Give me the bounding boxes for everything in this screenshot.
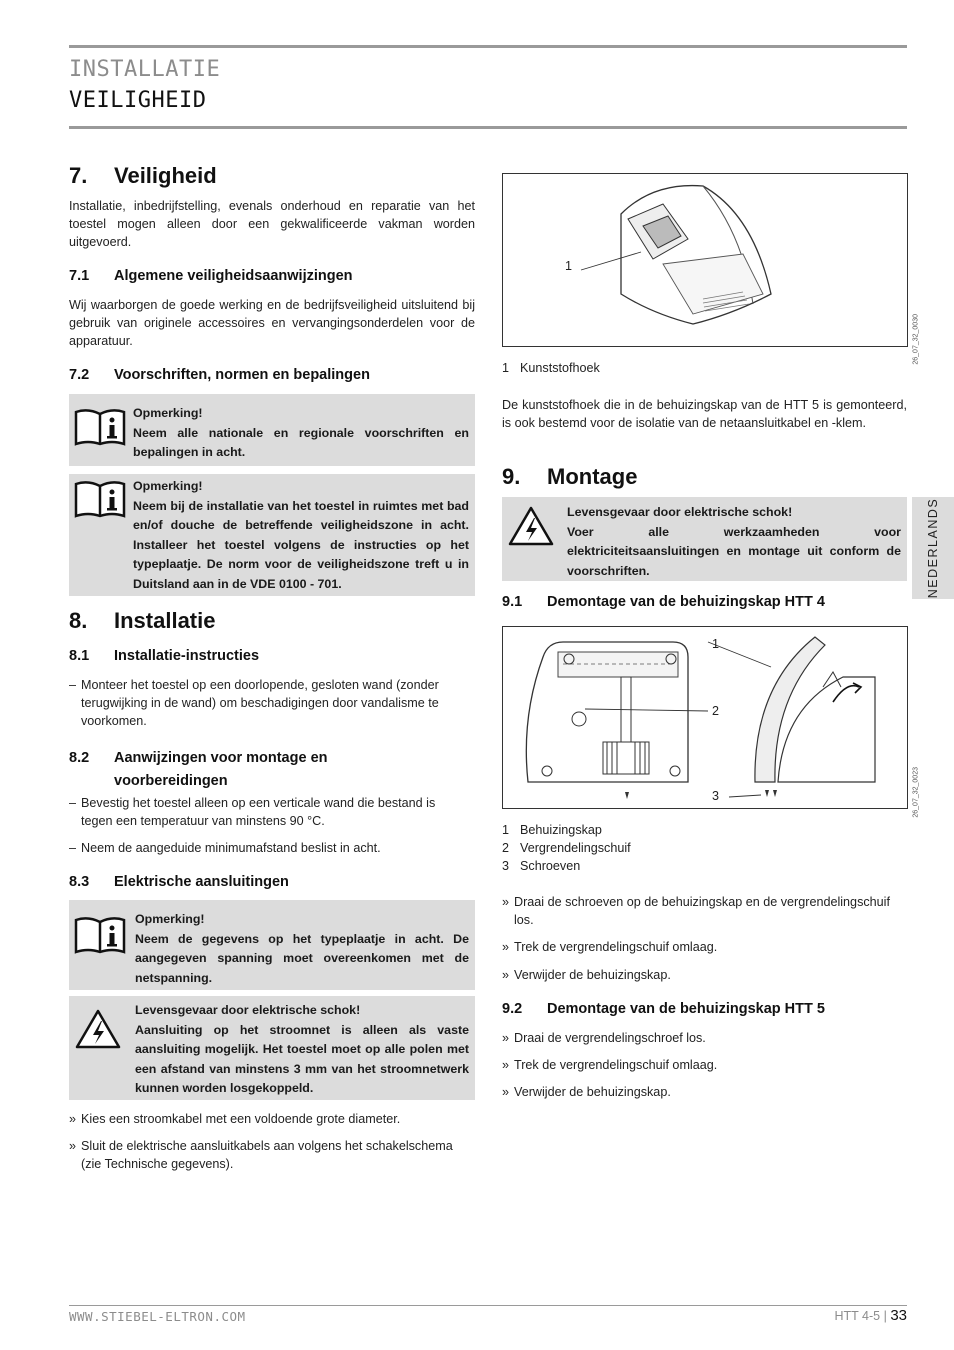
list-item [502, 938, 907, 956]
list-marker: » [502, 1031, 510, 1045]
legend-text: Kunststofhoek [520, 361, 600, 375]
heading-number: 8.2 [69, 750, 90, 766]
housing-disassembly-drawing [503, 627, 907, 808]
note-box-bathroom [69, 474, 475, 596]
paragraph-plastic-corner: De kunststofhoek die in de behuizingskap van de HTT 5 is gemonteerd, is ook bestemd voor de isolatie van de netaansluitkabel en -klem. [502, 398, 907, 430]
figure-code: 26_07_32_0030 [913, 314, 920, 365]
list-item [69, 1110, 475, 1128]
heading-section-8-3 [69, 874, 289, 890]
list-item [502, 1029, 907, 1047]
legend-text: Behuizingskap [520, 823, 602, 837]
language-tab-label: NEDERLANDS [926, 497, 940, 599]
warning-heading: Levensgevaar door elektrische schok! [567, 505, 793, 519]
heading-text: Demontage van de behuizingskap HTT 5 [547, 1001, 825, 1017]
heading-section-7-2 [69, 367, 370, 383]
list-item [502, 1083, 907, 1101]
heading-number: 9.2 [502, 1001, 523, 1017]
legend-number: 2 [502, 841, 510, 855]
footer-model: HTT 4-5 [834, 1309, 881, 1323]
heading-number: 9. [502, 464, 521, 489]
list-text: Bevestig het toestel alleen op een verticale wand die bestand is tegen een temperatuur van minstens 90 °C. [81, 796, 436, 828]
figure-plastic-corner [502, 173, 920, 365]
list-text: Draai de schroeven op de behuizingskap en de vergrendelingschuif los. [514, 895, 890, 927]
note-text: Neem bij de installatie van het toestel in ruimtes met bad en/of douche de betreffende veiligheidszone in acht. Installeer het toestel volgens de instructies op het typeplaatje. De norm voor de veiligheidszone treft u in Duitsland aan in de VDE 0100 - 701. [133, 498, 469, 591]
heading-number: 7.1 [69, 268, 90, 284]
list-marker: » [69, 1112, 77, 1126]
list-marker: » [502, 1085, 510, 1099]
list-marker: » [502, 895, 510, 909]
list-text: Verwijder de behuizingskap. [514, 1085, 671, 1099]
figure-code: 26_07_32_0023 [913, 767, 920, 818]
legend-number: 1 [502, 823, 510, 837]
heading-text: Algemene veiligheidsaanwijzingen [114, 268, 353, 284]
footer-rule [69, 1305, 907, 1306]
manual-info-icon [74, 916, 126, 959]
heading-text: Voorschriften, normen en bepalingen [114, 367, 370, 383]
figure-legend [502, 821, 631, 875]
figure-housing-cover [502, 626, 920, 818]
heading-section-8 [69, 608, 215, 634]
header-rule-top [69, 45, 907, 48]
figure-callout: 1 [712, 637, 720, 651]
list-text: Neem de aangeduide minimumafstand beslist in acht. [81, 841, 381, 855]
list-text: Kies een stroomkabel met een voldoende grote diameter. [81, 1112, 401, 1126]
list-item [69, 1137, 475, 1173]
paragraph-safety: Installatie, inbedrijfstelling, evenals onderhoud en reparatie van het toestel mogen alleen door een gekwalificeerde vakman worden uitgevoerd. [69, 199, 475, 249]
heading-text: Elektrische aansluitingen [114, 874, 289, 890]
heading-text: Veiligheid [114, 163, 217, 188]
legend-number: 1 [502, 361, 510, 375]
list-marker: » [502, 940, 510, 954]
list-text: Monteer het toestel op een doorlopende, gesloten wand (zonder terugwijking in de wand) om beschadigingen door vandalisme te voorkomen. [81, 678, 439, 728]
warning-text: Aansluiting op het stroomnet is alleen als vaste aansluiting mogelijk. Het toestel moet op alle polen met een afstand van minstens 3 mm van het stroomnetwerk kunnen worden losgekoppeld. [135, 1022, 469, 1095]
footer-separator: | [883, 1309, 887, 1323]
heading-number: 7.2 [69, 367, 90, 383]
electric-shock-warning-icon [75, 1008, 121, 1055]
note-box-regulations [69, 394, 475, 466]
note-heading: Opmerking! [135, 912, 205, 926]
heading-section-8-1 [69, 648, 259, 664]
note-heading: Opmerking! [133, 406, 203, 420]
heading-number: 8.3 [69, 874, 90, 890]
heading-section-8-2 [69, 747, 328, 793]
electric-shock-warning-icon [508, 505, 554, 552]
heading-section-9-1 [502, 594, 825, 610]
list-item [69, 676, 469, 730]
language-tab [912, 497, 954, 599]
manual-info-icon [74, 480, 126, 523]
list-marker: – [69, 796, 77, 810]
figure-callout: 1 [565, 259, 573, 273]
figure-callout: 3 [712, 789, 720, 803]
heading-text: Demontage van de behuizingskap HTT 4 [547, 594, 825, 610]
heading-text: voorbereidingen [114, 773, 228, 789]
list-text: Trek de vergrendelingschuif omlaag. [514, 1058, 718, 1072]
list-text: Verwijder de behuizingskap. [514, 968, 671, 982]
footer-page-info [834, 1307, 907, 1324]
list-marker: – [69, 678, 77, 692]
warning-box-montage [502, 497, 907, 581]
header-rule-bottom [69, 126, 907, 129]
note-box-typeplate [69, 900, 475, 990]
legend-text: Schroeven [520, 859, 581, 873]
heading-number: 8. [69, 608, 88, 633]
note-text: Neem de gegevens op het typeplaatje in acht. De aangegeven spanning moet overeenkomen met de netspanning. [135, 931, 469, 985]
list-item [502, 966, 907, 984]
legend-text: Vergrendelingschuif [520, 841, 631, 855]
warning-box-electric [69, 996, 475, 1100]
page-number: 33 [890, 1307, 907, 1324]
list-marker: » [502, 968, 510, 982]
heading-number: 7. [69, 163, 88, 188]
list-text: Trek de vergrendelingschuif omlaag. [514, 940, 718, 954]
heading-text: Montage [547, 464, 638, 489]
list-item [502, 893, 907, 929]
section-title: VEILIGHEID [69, 88, 207, 113]
heading-text: Aanwijzingen voor montage en [114, 750, 328, 766]
note-text: Neem alle nationale en regionale voorschriften en bepalingen in acht. [133, 425, 469, 459]
heading-number: 8.1 [69, 648, 90, 664]
heading-section-9 [502, 464, 637, 490]
list-marker: » [69, 1139, 77, 1153]
list-item [69, 794, 469, 830]
heading-section-9-2 [502, 1001, 825, 1017]
list-item [69, 839, 469, 857]
heading-text: Installatie [114, 608, 216, 633]
warning-heading: Levensgevaar door elektrische schok! [135, 1003, 361, 1017]
list-marker: – [69, 841, 77, 855]
device-corner-drawing [503, 174, 907, 346]
chapter-title: INSTALLATIE [69, 57, 221, 82]
list-item [502, 1056, 907, 1074]
figure-legend [502, 359, 600, 377]
heading-section-7 [69, 163, 217, 189]
paragraph-general-safety: Wij waarborgen de goede werking en de bedrijfsveiligheid uitsluitend bij gebruik van originele accessoires en vervangingsonderdelen voor de apparatuur. [69, 298, 475, 348]
heading-section-7-1 [69, 268, 353, 284]
footer-url: WWW.STIEBEL-ELTRON.COM [69, 1309, 246, 1324]
note-heading: Opmerking! [133, 479, 203, 493]
list-text: Sluit de elektrische aansluitkabels aan volgens het schakelschema (zie Technische gegevens). [81, 1139, 453, 1171]
heading-text: Installatie-instructies [114, 648, 260, 664]
list-marker: » [502, 1058, 510, 1072]
legend-number: 3 [502, 859, 510, 873]
manual-info-icon [74, 408, 126, 451]
list-text: Draai de vergrendelingschroef los. [514, 1031, 706, 1045]
warning-text: Voer alle werkzaamheden voor elektriciteitsaansluitingen en montage uit conform de voorschriften. [567, 524, 901, 578]
figure-callout: 2 [712, 704, 720, 718]
heading-number: 9.1 [502, 594, 523, 610]
